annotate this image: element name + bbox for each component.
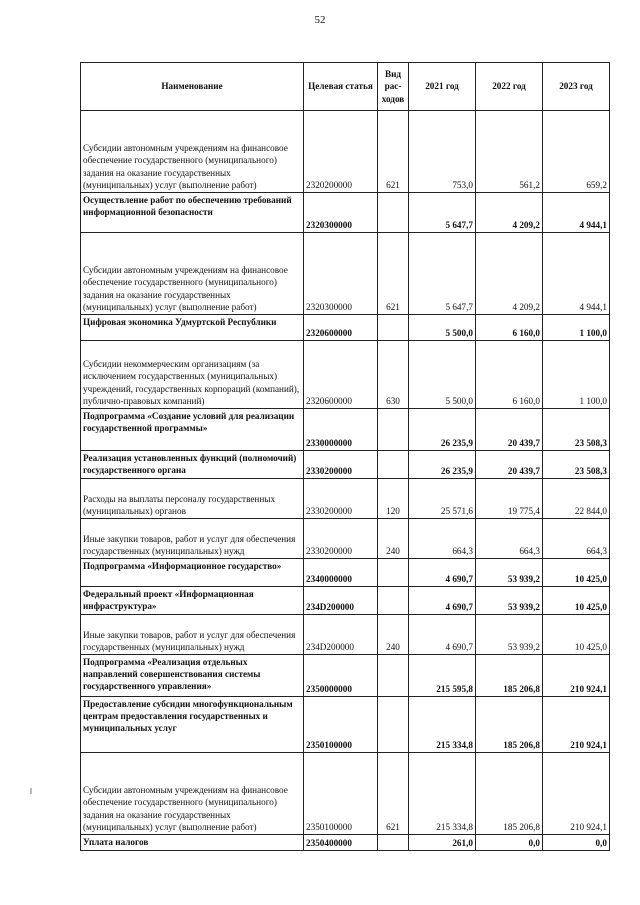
row-value-2021: 4 690,7 [409, 615, 476, 655]
row-value-2023: 4 944,1 [543, 233, 610, 315]
row-value-2022: 4 209,2 [476, 233, 543, 315]
table-row [81, 193, 610, 233]
row-value-2021: 26 235,9 [409, 409, 476, 451]
row-expense-type: 240 [378, 615, 409, 655]
header-target: Целевая статья [304, 63, 378, 111]
row-name: Реализация установленных функций (полномочий) государственного органа [81, 451, 304, 479]
row-value-2023: 22 844,0 [543, 479, 610, 519]
row-value-2022: 20 439,7 [476, 451, 543, 479]
row-value-2022: 6 160,0 [476, 341, 543, 409]
header-row [81, 63, 610, 111]
row-target-code: 2320200000 [304, 111, 378, 193]
row-expense-type [378, 697, 409, 753]
table-row [81, 697, 610, 753]
table-row [81, 315, 610, 341]
row-value-2023: 23 508,3 [543, 409, 610, 451]
row-name: Субсидии некоммерческим организациям (за исключением государственных (муниципальных) учреждений, государственных корпораций (компаний), публично-правовых компаний) [81, 341, 304, 409]
row-value-2022: 185 206,8 [476, 753, 543, 835]
row-target-code: 2340000000 [304, 559, 378, 587]
row-value-2022: 4 209,2 [476, 193, 543, 233]
row-value-2022: 185 206,8 [476, 697, 543, 753]
row-expense-type [378, 409, 409, 451]
row-value-2021: 5 500,0 [409, 315, 476, 341]
row-value-2022: 664,3 [476, 519, 543, 559]
table-row [81, 451, 610, 479]
row-expense-type [378, 655, 409, 697]
header-expense-type: Вид рас-ходов [378, 63, 409, 111]
table-row [81, 111, 610, 193]
header-2023: 2023 год [543, 63, 610, 111]
table-row [81, 753, 610, 835]
row-value-2023: 659,2 [543, 111, 610, 193]
row-value-2023: 664,3 [543, 519, 610, 559]
row-value-2021: 664,3 [409, 519, 476, 559]
table-row [81, 341, 610, 409]
row-value-2022: 53 939,2 [476, 587, 543, 615]
row-name: Предоставление субсидии многофункциональным центрам предоставления государственных и муниципальных услуг [81, 697, 304, 753]
row-value-2021: 5 500,0 [409, 341, 476, 409]
row-value-2021: 4 690,7 [409, 587, 476, 615]
row-expense-type: 240 [378, 519, 409, 559]
row-value-2023: 23 508,3 [543, 451, 610, 479]
row-name: Подпрограмма «Реализация отдельных направлений совершенствования системы государственного управления» [81, 655, 304, 697]
row-target-code: 2350100000 [304, 753, 378, 835]
row-expense-type [378, 559, 409, 587]
row-expense-type: 621 [378, 753, 409, 835]
row-expense-type: 120 [378, 479, 409, 519]
table-row [81, 587, 610, 615]
row-value-2023: 1 100,0 [543, 341, 610, 409]
row-name: Цифровая экономика Удмуртской Республики [81, 315, 304, 341]
row-value-2023: 10 425,0 [543, 615, 610, 655]
row-name: Субсидии автономным учреждениям на финансовое обеспечение государственного (муниципального) задания на оказание государственных (муниципальных) услуг (выполнение работ) [81, 233, 304, 315]
table-row [81, 479, 610, 519]
table-row [81, 559, 610, 587]
row-value-2021: 26 235,9 [409, 451, 476, 479]
budget-table [80, 62, 610, 851]
row-expense-type: 621 [378, 111, 409, 193]
row-value-2022: 53 939,2 [476, 559, 543, 587]
row-value-2022: 6 160,0 [476, 315, 543, 341]
row-value-2021: 261,0 [409, 835, 476, 851]
table-row [81, 233, 610, 315]
table-row [81, 615, 610, 655]
row-name: Иные закупки товаров, работ и услуг для обеспечения государственных (муниципальных) нужд [81, 519, 304, 559]
row-value-2023: 1 100,0 [543, 315, 610, 341]
row-name: Подпрограмма «Информационное государство» [81, 559, 304, 587]
row-expense-type: 621 [378, 233, 409, 315]
row-value-2021: 25 571,6 [409, 479, 476, 519]
row-value-2023: 210 924,1 [543, 697, 610, 753]
row-target-code: 2320600000 [304, 315, 378, 341]
row-value-2021: 215 595,8 [409, 655, 476, 697]
table-row [81, 655, 610, 697]
row-value-2022: 20 439,7 [476, 409, 543, 451]
row-target-code: 2330200000 [304, 479, 378, 519]
row-value-2023: 4 944,1 [543, 193, 610, 233]
row-value-2023: 210 924,1 [543, 655, 610, 697]
row-value-2023: 210 924,1 [543, 753, 610, 835]
header-name: Наименование [81, 63, 304, 111]
row-target-code: 2330000000 [304, 409, 378, 451]
row-value-2021: 5 647,7 [409, 233, 476, 315]
row-expense-type [378, 835, 409, 851]
row-target-code: 234D200000 [304, 587, 378, 615]
row-expense-type [378, 315, 409, 341]
table-row [81, 835, 610, 851]
row-value-2021: 5 647,7 [409, 193, 476, 233]
row-expense-type [378, 193, 409, 233]
row-value-2021: 215 334,8 [409, 753, 476, 835]
row-target-code: 2350100000 [304, 697, 378, 753]
row-value-2021: 4 690,7 [409, 559, 476, 587]
row-name: Уплата налогов [81, 835, 304, 851]
row-name: Иные закупки товаров, работ и услуг для обеспечения государственных (муниципальных) нужд [81, 615, 304, 655]
row-target-code: 2350000000 [304, 655, 378, 697]
row-target-code: 2320300000 [304, 233, 378, 315]
row-value-2021: 753,0 [409, 111, 476, 193]
row-target-code: 2320300000 [304, 193, 378, 233]
row-value-2022: 185 206,8 [476, 655, 543, 697]
row-value-2023: 10 425,0 [543, 587, 610, 615]
row-target-code: 2330200000 [304, 451, 378, 479]
row-value-2023: 10 425,0 [543, 559, 610, 587]
row-name: Субсидии автономным учреждениям на финансовое обеспечение государственного (муниципального) задания на оказание государственных (муниципальных) услуг (выполнение работ) [81, 111, 304, 193]
row-target-code: 2330200000 [304, 519, 378, 559]
row-value-2022: 0,0 [476, 835, 543, 851]
table-row [81, 409, 610, 451]
page-number: 52 [314, 14, 326, 26]
row-expense-type [378, 587, 409, 615]
header-2022: 2022 год [476, 63, 543, 111]
row-target-code: 234D200000 [304, 615, 378, 655]
row-name: Федеральный проект «Информационная инфраструктура» [81, 587, 304, 615]
row-value-2022: 561,2 [476, 111, 543, 193]
row-name: Расходы на выплаты персоналу государственных (муниципальных) органов [81, 479, 304, 519]
row-value-2022: 53 939,2 [476, 615, 543, 655]
row-expense-type: 630 [378, 341, 409, 409]
row-name: Субсидии автономным учреждениям на финансовое обеспечение государственного (муниципального) задания на оказание государственных (муниципальных) услуг (выполнение работ) [81, 753, 304, 835]
table-row [81, 519, 610, 559]
row-target-code: 2320600000 [304, 341, 378, 409]
row-value-2022: 19 775,4 [476, 479, 543, 519]
row-target-code: 2350400000 [304, 835, 378, 851]
margin-mark [30, 788, 32, 794]
row-value-2023: 0,0 [543, 835, 610, 851]
row-expense-type [378, 451, 409, 479]
header-2021: 2021 год [409, 63, 476, 111]
row-name: Подпрограмма «Создание условий для реализации государственной программы» [81, 409, 304, 451]
row-name: Осуществление работ по обеспечению требований информационной безопасности [81, 193, 304, 233]
row-value-2021: 215 334,8 [409, 697, 476, 753]
